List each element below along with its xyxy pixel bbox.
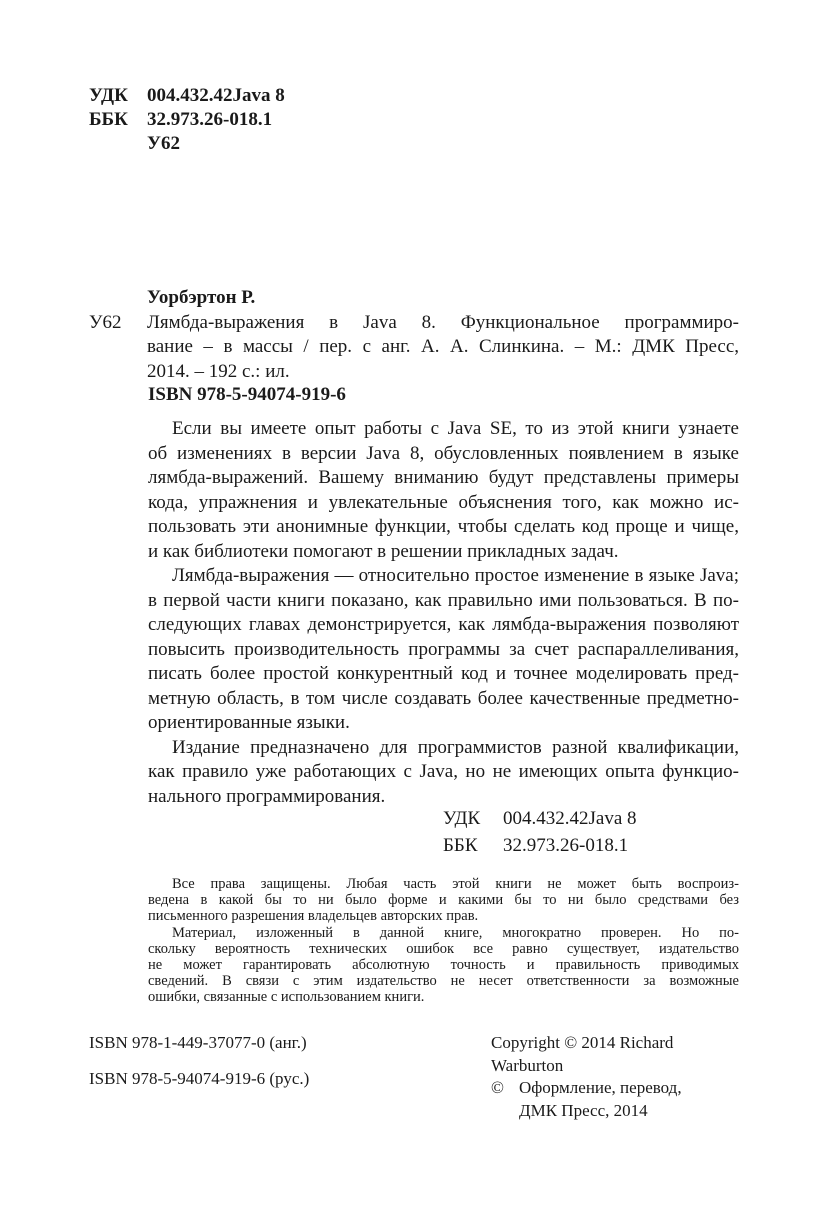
annotation-paragraph-1 [148, 417, 739, 564]
rights-line: сведений. В связи с этим издательство не несет ответственности за возможные [148, 973, 739, 990]
annotation-line: ориентированные языки. [148, 712, 350, 733]
author-name: Уорбэртон Р. [147, 287, 256, 308]
annotation-line: пользовать эти анонимные функции, чтобы сделать код проще и чище, [148, 516, 739, 537]
copyright-symbol: © [491, 1078, 504, 1097]
annotation-line: и как библиотеки помогают в решении прикладных задач. [148, 540, 619, 562]
annotation-line: писать более простой конкурентный код и точнее моделировать пред- [148, 663, 739, 684]
bib-author-code: У62 [89, 311, 122, 333]
isbn-main: ISBN 978-5-94074-919-6 [148, 384, 346, 405]
bbk-value-bottom: 32.973.26-018.1 [503, 835, 629, 856]
author-code: У62 [147, 133, 180, 154]
annotation-line: как правило уже работающих с Java, но не имеющих опыта функцио- [148, 761, 739, 782]
rights-notice [148, 876, 739, 1006]
annotation-line: кода, упражнения и увлекательные объяснения того, как можно ис- [148, 491, 739, 513]
rights-line: письменного разрешения владельцев авторских прав. [148, 908, 479, 925]
bbk-row [89, 108, 285, 132]
copyright-line-2: Warburton [491, 1055, 564, 1075]
bib-line: 2014. – 192 с.: ил. [147, 360, 290, 382]
annotation-line: в первой части книги показано, как правильно ими пользоваться. В по- [148, 589, 739, 611]
bib-description [147, 311, 739, 385]
isbn-list [89, 1032, 309, 1104]
bbk-label-bottom: ББК [443, 835, 478, 856]
design-line-1: Оформление, перевод, [519, 1078, 682, 1097]
rights-line: скольку вероятность технических ошибок все равно существует, издательство [148, 940, 739, 957]
udk-row [89, 84, 285, 108]
bib-line: вание – в массы / пер. с анг. А. А. Слинкина. – М.: ДМК Пресс, [147, 336, 739, 357]
udk-value: 004.432.42Java 8 [147, 85, 285, 106]
classification-bottom [443, 805, 637, 859]
rights-line: не может гарантировать абсолютную точность и правильность приводимых [148, 957, 739, 974]
rights-line: Все права защищены. Любая часть этой книги не может быть воспроиз- [172, 876, 739, 892]
annotation-line: нального программирования. [148, 785, 386, 807]
annotation-line: метную область, в том числе создавать более качественные предметно- [148, 687, 739, 709]
annotation-line: об изменениях в версии Java 8, обусловленных появлением в языке [148, 442, 739, 464]
bbk-label: ББК [89, 109, 128, 130]
annotation [148, 417, 739, 809]
copyright-line-1: Copyright © 2014 Richard [491, 1033, 674, 1052]
isbn-russian: ISBN 978-5-94074-919-6 (рус.) [89, 1069, 310, 1088]
design-line-2: ДМК Пресс, 2014 [519, 1100, 648, 1120]
bbk-value: 32.973.26-018.1 [147, 109, 273, 130]
bibliographic-record [89, 286, 739, 384]
annotation-line: Издание предназначено для программистов разной квалификации, [172, 736, 739, 758]
udk-row-bottom [443, 805, 637, 832]
annotation-paragraph-2 [148, 564, 739, 736]
annotation-line: Лямбда-выражения — относительно простое изменение в языке Java; [172, 565, 739, 586]
annotation-line: лямбда-выражений. Вашему вниманию будут представлены примеры [148, 467, 739, 488]
rights-line: ведена в какой бы то ни было форме и какими бы то ни было средствами без [148, 892, 739, 909]
annotation-line: следующих главах демонстрируется, как лямбда-выражения позволяют [148, 614, 739, 635]
copyright-block [491, 1032, 741, 1122]
rights-line: ошибки, связанные с использованием книги. [148, 989, 425, 1006]
rights-line: Материал, изложенный в данной книге, многократно проверен. Но по- [172, 924, 739, 941]
annotation-line: повысить производительность программы за счет распараллеливания, [148, 638, 739, 660]
isbn-original: ISBN 978-1-449-37077-0 (анг.) [89, 1033, 307, 1052]
rights-paragraph-1 [148, 876, 739, 925]
author-code-row [89, 132, 285, 156]
annotation-paragraph-3 [148, 736, 739, 810]
bib-line: Лямбда-выражения в Java 8. Функциональное программиро- [147, 311, 739, 333]
udk-label-bottom: УДК [443, 808, 481, 829]
udk-value-bottom: 004.432.42Java 8 [503, 808, 637, 829]
classification-top [89, 84, 285, 156]
annotation-line: Если вы имеете опыт работы с Java SE, то из этой книги узнаете [172, 418, 739, 439]
udk-label: УДК [89, 85, 128, 106]
bbk-row-bottom [443, 832, 637, 859]
rights-paragraph-2 [148, 925, 739, 1006]
